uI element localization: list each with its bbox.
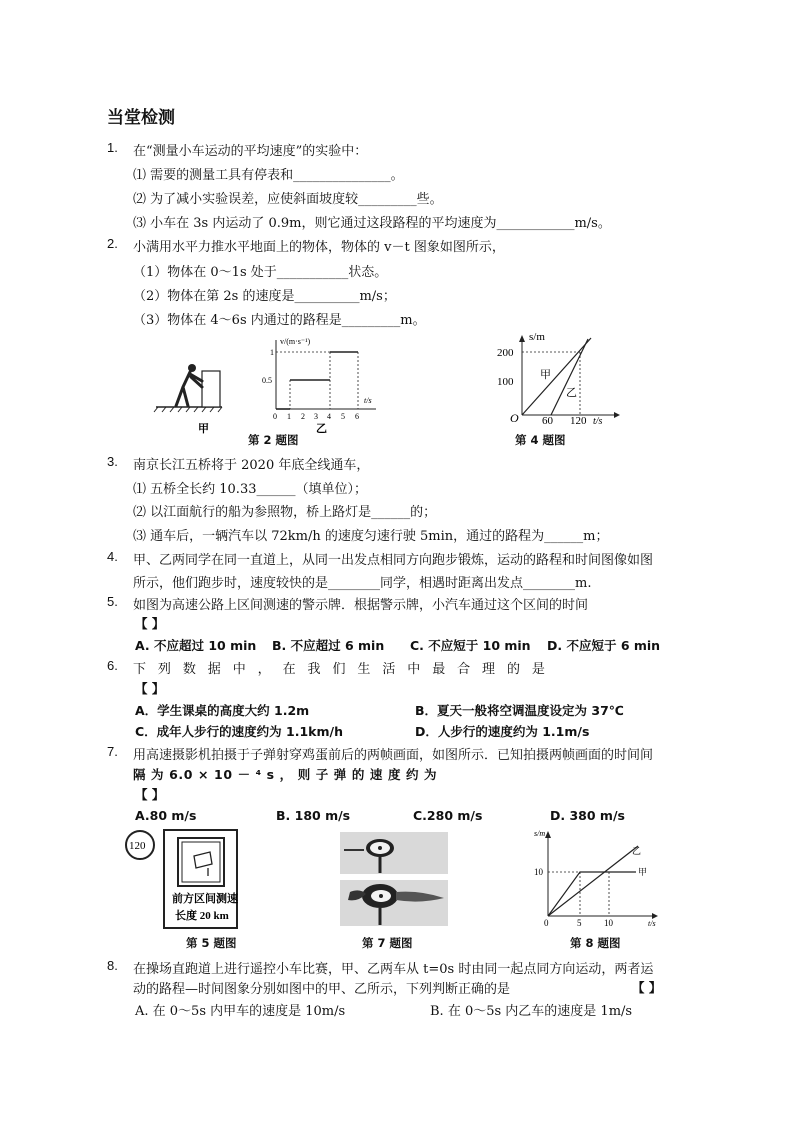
q4-number: 4. — [107, 549, 118, 564]
fig8-yi-label: 乙 — [632, 846, 642, 856]
q6-option-a: A．学生课桌的高度大约 1.2m — [135, 703, 310, 718]
q8-option-a: A. 在 0～5s 内甲车的速度是 10m/s — [135, 1004, 346, 1019]
fig5-line2: 长度 20 km — [175, 910, 229, 922]
q4-line1: 甲、乙两同学在同一直道上，从同一出发点相同方向跑步锻炼，运动的路程和时间图像如图 — [133, 553, 654, 568]
q7-answer-bracket: 【 】 — [135, 787, 165, 802]
q5-number: 5. — [107, 594, 118, 609]
fig7-caption: 第 7 题图 — [362, 936, 413, 950]
vt-graph — [276, 340, 376, 409]
fig2-ytick-1: 1 — [270, 348, 274, 357]
fig2-xtick-0: 0 — [273, 412, 277, 421]
q7-line2: 隔 为 6.0 × 10 － ⁴ s ， 则 子 弹 的 速 度 约 为 — [133, 767, 438, 782]
fig8-xtick-0: 0 — [544, 918, 549, 928]
fig2-axis-unit: v/(m·s⁻¹) — [280, 337, 311, 346]
q8-option-b: B. 在 0～5s 内乙车的速度是 1m/s — [430, 1004, 633, 1019]
q7-option-c: C.280 m/s — [413, 808, 483, 823]
q8-line1: 在操场直跑道上进行遥控小车比赛，甲、乙两车从 t=0s 时由同一起点同方向运动，两者运 — [133, 962, 654, 977]
fig8-caption: 第 8 题图 — [570, 936, 621, 950]
fig2-xtick-5: 5 — [341, 412, 345, 421]
fig2-xtick-6: 6 — [355, 412, 359, 421]
fig2-t-label: t/s — [364, 396, 372, 405]
person-pushing-box-illustration — [154, 364, 222, 412]
q4-line2: 所示，他们跑步时，速度较快的是________同学，相遇时距离出发点________m. — [133, 576, 592, 591]
q2-stem: 小满用水平力推水平地面上的物体，物体的 v－t 图象如图所示， — [133, 240, 505, 255]
q6-answer-bracket: 【 】 — [135, 681, 165, 696]
q3-sub2: ⑵ 以江面航行的船为参照物，桥上路灯是______的； — [133, 505, 437, 520]
q3-stem: 南京长江五桥将于 2020 年底全线通车， — [133, 458, 370, 473]
q2-sub3: （3）物体在 4～6s 内通过的路程是_________m。 — [133, 313, 426, 328]
q5-option-a: A. 不应超过 10 min — [135, 638, 257, 653]
q7-number: 7. — [107, 744, 118, 759]
q6-option-d: D．人步行的速度约为 1.1m/s — [415, 724, 590, 739]
fig5-speed-limit: 120 — [129, 840, 146, 852]
fig8-jia-label: 甲 — [638, 867, 648, 877]
q8-answer-bracket: 【 】 — [632, 980, 662, 995]
q3-sub1: ⑴ 五桥全长约 10.33______（填单位）； — [133, 482, 367, 497]
q5-option-c: C. 不应短于 10 min — [410, 638, 531, 653]
figure-2 — [150, 335, 390, 435]
page-title: 当堂检测 — [107, 108, 175, 128]
fig4-x-label: t/s — [593, 416, 603, 427]
q8-line2: 动的路程—时间图象分别如图中的甲、乙所示，下列判断正确的是 — [133, 982, 511, 997]
figure-7-egg-photos — [340, 832, 448, 926]
q7-option-a: A.80 m/s — [135, 808, 197, 823]
q6-number: 6. — [107, 658, 118, 673]
fig4-xtick-60: 60 — [542, 415, 553, 427]
q6-option-c: C．成年人步行的速度约为 1.1km/h — [135, 724, 343, 739]
q5-option-d: D. 不应短于 6 min — [547, 638, 661, 653]
q5-answer-bracket: 【 】 — [135, 616, 165, 631]
fig5-line1: 前方区间测速 — [172, 893, 238, 905]
q2-sub1: （1）物体在 0～1s 处于___________状态。 — [133, 265, 388, 280]
q1-sub1: ⑴ 需要的测量工具有停表和_______________。 — [133, 168, 404, 183]
q3-number: 3. — [107, 454, 118, 469]
figure-4-st-graph — [492, 330, 622, 430]
q1-sub3: ⑶ 小车在 3s 内运动了 0.9m，则它通过这段路程的平均速度为____________m/s。 — [133, 216, 611, 231]
q7-option-b: B. 180 m/s — [276, 808, 351, 823]
q6-stem: 下 列 数 据 中 ， 在 我 们 生 活 中 最 合 理 的 是 — [133, 662, 549, 677]
q7-line1: 用高速摄影机拍摄于子弹射穿鸡蛋前后的两帧画面，如图所示．已知拍摄两帧画面的时间间 — [133, 748, 654, 763]
figure-5-speed-sign — [120, 826, 250, 934]
fig4-y-label: s/m — [529, 331, 545, 343]
fig4-xtick-120: 120 — [570, 415, 587, 427]
fig2-xtick-3: 3 — [314, 412, 318, 421]
fig8-y-label: s/m — [534, 829, 546, 838]
q1-stem: 在“测量小车运动的平均速度”的实验中： — [133, 144, 368, 159]
q1-sub2: ⑵ 为了减小实验误差，应使斜面坡度较_________些。 — [133, 192, 443, 207]
q5-option-b: B. 不应超过 6 min — [272, 638, 385, 653]
fig2-xtick-2: 2 — [301, 412, 305, 421]
q2-sub2: （2）物体在第 2s 的速度是__________m/s； — [133, 289, 396, 304]
fig8-x-label: t/s — [648, 919, 656, 928]
fig4-caption: 第 4 题图 — [515, 433, 566, 447]
figure-8-st-graph — [520, 826, 665, 930]
fig8-ytick-10: 10 — [534, 867, 543, 877]
q5-stem: 如图为高速公路上区间测速的警示牌．根据警示牌，小汽车通过这个区间的时间 — [133, 598, 589, 613]
fig2-jia-label: 甲 — [198, 423, 209, 435]
fig4-ytick-100: 100 — [497, 376, 514, 388]
q6-option-b: B．夏天一般将空调温度设定为 37℃ — [415, 703, 624, 718]
fig2-yi-label: 乙 — [316, 423, 327, 435]
q7-option-d: D. 380 m/s — [550, 808, 625, 823]
fig4-jia-label: 甲 — [540, 369, 551, 381]
fig4-origin: O — [510, 411, 519, 425]
fig4-ytick-200: 200 — [497, 347, 514, 359]
fig5-caption: 第 5 题图 — [186, 936, 237, 950]
q3-sub3: ⑶ 通车后，一辆汽车以 72km/h 的速度匀速行驶 5min，通过的路程为______m； — [133, 529, 609, 544]
fig2-xtick-1: 1 — [287, 412, 291, 421]
fig2-ytick-0.5: 0.5 — [262, 376, 272, 385]
fig2-xtick-4: 4 — [327, 412, 331, 421]
q8-number: 8. — [107, 958, 118, 973]
q1-number: 1. — [107, 140, 118, 155]
fig4-yi-label: 乙 — [566, 387, 577, 399]
fig8-xtick-5: 5 — [577, 918, 582, 928]
q2-number: 2. — [107, 236, 118, 251]
fig2-caption: 第 2 题图 — [248, 433, 299, 447]
fig8-xtick-10: 10 — [604, 918, 613, 928]
